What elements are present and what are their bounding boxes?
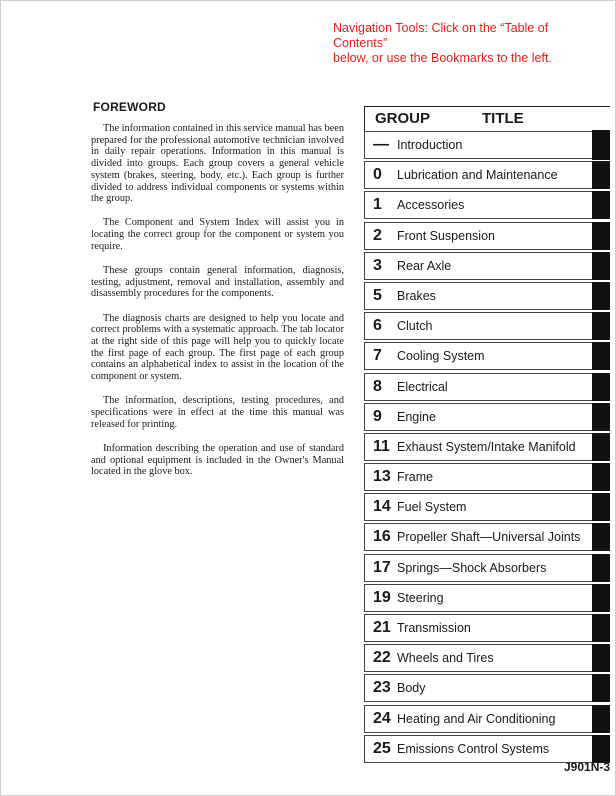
- toc-item-group-number: 8: [373, 377, 382, 395]
- toc-item[interactable]: [364, 523, 610, 551]
- toc-item-label: Wheels and Tires: [397, 651, 494, 666]
- tab-locator[interactable]: [592, 554, 610, 582]
- tab-locator[interactable]: [592, 584, 610, 612]
- toc-item[interactable]: [364, 373, 610, 401]
- toc-item-group-number: 5: [373, 286, 382, 304]
- toc-item-group-number: 19: [373, 588, 391, 606]
- navigation-note-line1: Navigation Tools: Click on the “Table of Contents”: [333, 21, 549, 50]
- toc-item-group-number: 14: [373, 498, 391, 516]
- toc-item-group-number: 1: [373, 196, 382, 214]
- toc-item-group-number: 25: [373, 739, 391, 757]
- toc-item-label: Introduction: [397, 138, 463, 152]
- toc-item-label: Engine: [397, 409, 436, 424]
- tab-locator[interactable]: [592, 403, 610, 431]
- toc-item-label: Springs—Shock Absorbers: [397, 560, 547, 575]
- tab-locator[interactable]: [592, 674, 610, 702]
- toc-item[interactable]: [364, 312, 610, 340]
- toc-item-label: Exhaust System/Intake Manifold: [397, 439, 576, 454]
- toc-item-label: Body: [397, 681, 426, 696]
- tab-locator[interactable]: [592, 191, 610, 219]
- navigation-note: [333, 21, 603, 66]
- tab-locator[interactable]: [592, 614, 610, 642]
- tab-locator[interactable]: [592, 493, 610, 521]
- toc-item[interactable]: [364, 463, 610, 491]
- tab-locator[interactable]: [592, 312, 610, 340]
- tab-locator[interactable]: [592, 735, 610, 763]
- toc-item-label: Clutch: [397, 319, 433, 334]
- toc-item-label: Lubrication and Maintenance: [397, 168, 558, 183]
- tab-locator[interactable]: [592, 342, 610, 370]
- toc-item[interactable]: [364, 282, 610, 310]
- toc-item-label: Electrical: [397, 379, 448, 394]
- toc-item[interactable]: [364, 403, 610, 431]
- toc-item-group-number: 22: [373, 649, 391, 667]
- foreword-paragraph: The Component and System Index will assist you in locating the correct group for the component or system you require.: [91, 217, 344, 252]
- toc-item[interactable]: [364, 735, 610, 763]
- foreword-paragraph: The diagnosis charts are designed to help you locate and correct problems with a systematic approach. The tab locator at the right side of this page will help you to quickly locate the first page of each group. The first page of each group contains an alphabetical index to assist in the location of the component or system.: [91, 312, 344, 383]
- toc-item[interactable]: [364, 222, 610, 250]
- table-of-contents: [364, 106, 610, 765]
- toc-item[interactable]: [364, 705, 610, 733]
- toc-item-group-number: 24: [373, 709, 391, 727]
- tab-locator[interactable]: [592, 644, 610, 672]
- toc-item[interactable]: [364, 644, 610, 672]
- toc-item-group-number: 2: [373, 226, 382, 244]
- toc-item-group-number: 0: [373, 166, 382, 184]
- toc-item-group-number: 11: [373, 437, 390, 455]
- toc-item-group-number: 21: [373, 619, 391, 636]
- foreword-paragraph: The information contained in this service manual has been prepared for the professional automotive technician involved in daily repair operations. Information in this manual is divided into groups. Each group covers a general vehicle system (brakes, steering, body, etc.). Each group is further divided to address individual components or systems within the group.: [91, 123, 344, 205]
- toc-item[interactable]: [364, 554, 610, 582]
- toc-item[interactable]: [364, 161, 610, 189]
- tab-locator[interactable]: [592, 433, 610, 461]
- tab-locator[interactable]: [592, 130, 610, 160]
- toc-item-label: Front Suspension: [397, 228, 495, 243]
- toc-item-label: Steering: [397, 590, 444, 605]
- toc-item[interactable]: [364, 433, 610, 461]
- navigation-note-line2: below, or use the Bookmarks to the left.: [333, 51, 552, 65]
- tab-locator[interactable]: [592, 463, 610, 491]
- toc-item-group-number: 23: [373, 679, 391, 697]
- tab-locator[interactable]: [592, 523, 610, 551]
- page-code: J901N-3: [564, 760, 611, 774]
- foreword-title: FOREWORD: [93, 100, 166, 114]
- toc-item-label: Rear Axle: [397, 258, 452, 273]
- toc-item-label: Frame: [397, 470, 434, 485]
- toc-item[interactable]: [364, 252, 610, 280]
- toc-item-group-number: 6: [373, 317, 382, 335]
- toc-item-label: Accessories: [397, 198, 465, 213]
- toc-item-label: Heating and Air Conditioning: [397, 711, 556, 726]
- toc-item-group-number: 16: [373, 528, 391, 546]
- foreword-paragraph: The information, descriptions, testing procedures, and specifications were in effect at the time this manual was released for printing.: [91, 395, 344, 430]
- tab-locator[interactable]: [592, 252, 610, 280]
- toc-item[interactable]: [364, 674, 610, 702]
- tab-locator[interactable]: [592, 282, 610, 310]
- toc-item-label: Cooling System: [397, 349, 485, 364]
- toc-item[interactable]: [364, 584, 610, 612]
- toc-item[interactable]: [364, 493, 610, 521]
- toc-item-label: Emissions Control Systems: [397, 741, 550, 756]
- tab-locator[interactable]: [592, 161, 610, 189]
- foreword-body: [91, 123, 344, 491]
- toc-item-group-number: 9: [373, 407, 382, 425]
- tab-locator[interactable]: [592, 373, 610, 401]
- tab-locator[interactable]: [592, 222, 610, 250]
- toc-item-label: Fuel System: [397, 500, 467, 515]
- toc-item[interactable]: [364, 614, 610, 642]
- tab-locator[interactable]: [592, 705, 610, 733]
- toc-item-label: Transmission: [397, 621, 471, 635]
- toc-item-group-number: 3: [373, 256, 382, 274]
- foreword-paragraph: Information describing the operation and use of standard and optional equipment is included in the Owner's Manual located in the glove box.: [91, 442, 344, 478]
- toc-header-title: TITLE: [482, 110, 524, 127]
- toc-header: [364, 106, 610, 131]
- toc-item[interactable]: [364, 131, 610, 159]
- toc-item[interactable]: [364, 191, 610, 219]
- toc-header-group: GROUP: [375, 110, 431, 127]
- toc-item-group-number: —: [373, 136, 389, 153]
- toc-rows: [364, 131, 610, 763]
- foreword-paragraph: These groups contain general information, diagnosis, testing, adjustment, removal and installation, assembly and disassembly procedures for the components.: [91, 265, 344, 300]
- toc-item-label: Brakes: [397, 288, 436, 303]
- toc-item-group-number: 17: [373, 558, 391, 576]
- toc-item[interactable]: [364, 342, 610, 370]
- toc-item-group-number: 13: [373, 468, 391, 486]
- toc-item-group-number: 7: [373, 347, 382, 365]
- toc-item-label: Propeller Shaft—Universal Joints: [397, 530, 581, 545]
